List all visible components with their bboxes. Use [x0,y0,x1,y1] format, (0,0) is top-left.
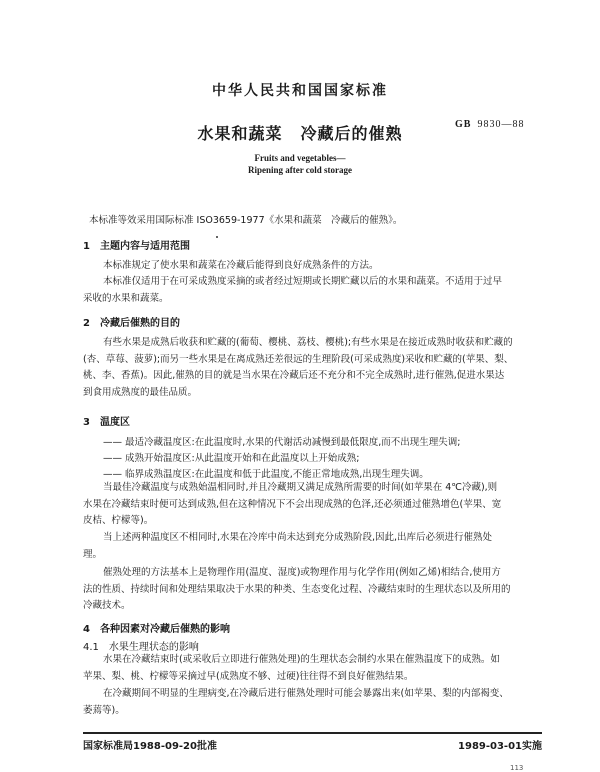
intro-paragraph: 本标准等效采用国际标准 ISO3659-1977《水果和蔬菜 冷藏后的催熟》。 [89,215,403,226]
temp-zone-ripening-start: —— 成熟开始温度区:从此温度开始和在此温度以上开始成熟; [103,453,360,464]
effective-date: 1989-03-01实施 [458,741,542,752]
footer-rule [83,732,542,734]
title-part2: 冷藏后的催熟 [300,124,403,143]
section-2-heading: 2 冷藏后催熟的目的 [83,318,180,329]
standard-header: 中华人民共和国国家标准 [212,83,388,99]
stray-mark [216,236,218,238]
section-4-heading: 4 各种因素对冷藏后催熟的影响 [83,624,230,635]
temp-zone-optimal: —— 最适冷藏温度区:在此温度时,水果的代谢活动减慢到最低限度,而不出现生理失调; [103,437,461,448]
section-3-heading: 3 温度区 [83,417,130,428]
section-4-1-paragraph-2: 在冷藏期间不明显的生理病变,在冷藏后进行催熟处理时可能会暴露出来(如苹果、梨的内部褐变、 萎蔫等)。 [83,688,509,716]
page-number: 113 [510,764,524,772]
english-title [0,152,600,176]
section-4-1-heading: 4.1 水果生理状态的影响 [83,642,199,653]
section-3-paragraph-3: 催熟处理的方法基本上是物理作用(温度、湿度)或物理作用与化学作用(例如乙烯)相结合,使用方 法的性质、持续时间和处理结果取决于水果的种类、生态变化过程、冷藏结束时的生理状态以及所用的 冷藏技术。 [83,567,511,611]
section-2-paragraph: 有些水果是成熟后收获和贮藏的(葡萄、樱桃、荔枝、樱桃);有些水果是在接近成熟时收获和贮藏的 (杏、草莓、菠萝);而另一些水果是在离成熟还差很远的生理阶段(可采成熟度)采收和贮藏的(苹果、梨、 桃、李、香蕉)。因此,催熟的目的就是当水果在冷藏后还不充分和不完全成熟时,进行催熟,促进水果达 到食用成熟度的最佳品质。 [83,337,514,398]
document-title [0,121,600,144]
section-1-paragraph-2: 本标准仅适用于在可采成熟度采摘的或者经过短期或长期贮藏以后的水果和蔬菜。不适用于过早 采收的水果和蔬菜。 [83,276,503,304]
english-title-line2: Ripening after cold storage [247,165,353,175]
section-1-paragraph-1: 本标准规定了使水果和蔬菜在冷藏后能得到良好成熟条件的方法。 [103,260,379,271]
section-3-paragraph-1: 当最佳冷藏温度与成熟始温相同时,并且冷藏期又满足成熟所需要的时间(如苹果在 4℃冷藏),则 水果在冷藏结束时便可达到成熟,但在这种情况下不会出现成熟的色泽,还必须通过催熟增色(苹果、宽 皮桔、柠檬等)。 [83,482,502,526]
title-part1: 水果和蔬菜 [197,124,283,143]
approval-date: 国家标准局1988-09-20批准 [83,741,217,752]
section-4-1-paragraph-1: 水果在冷藏结束时(或采收后立即进行催熟处理)的生理状态会制约水果在催熟温度下的成熟。如 苹果、梨、桃、柠檬等采摘过早(成熟度不够、过硬)往往得不到良好催熟结果。 [83,654,500,682]
english-title-line1: Fruits and vegetables— [254,153,346,163]
standard-code-number: 9830—88 [477,119,525,130]
section-1-heading: 1 主题内容与适用范围 [83,241,190,252]
standard-code-prefix: GB [455,119,472,130]
section-3-paragraph-2: 当上述两种温度区不相同时,水果在冷库中尚未达到充分成熟阶段,因此,出库后必须进行催熟处 理。 [83,532,493,560]
temp-zone-critical: —— 临界成熟温度区:在此温度和低于此温度,不能正常地成熟,出现生理失调。 [103,469,429,480]
